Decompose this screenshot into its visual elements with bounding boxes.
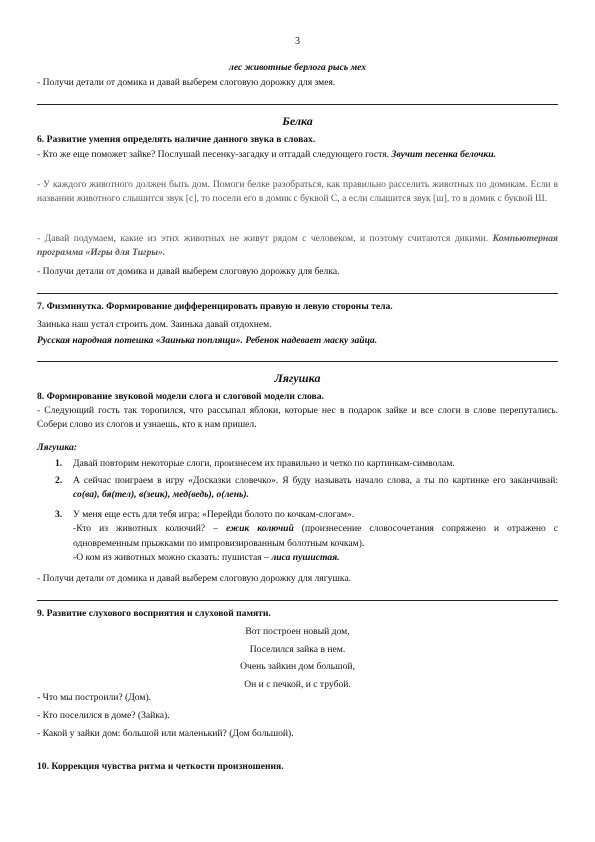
poem-line: Вот построен новый дом, <box>245 626 350 637</box>
fizminutka-line-1: Заинька наш устал строить дом. Заинька давай отдохнем. <box>37 319 272 330</box>
intro-line: - Получи детали от домика и давай выберем слоговую дорожку для змея. <box>37 77 336 88</box>
divider <box>37 600 558 601</box>
belka-paragraph-4: - Получи детали от домика и давай выберем слоговую дорожку для белка. <box>37 266 340 277</box>
section-heading-8: 8. Формирование звуковой модели слога и слоговой модели слова. <box>37 391 324 402</box>
page-number: 3 <box>295 36 300 47</box>
section-title-belka: Белка <box>282 114 313 128</box>
list-text: Давай повторим некоторые слоги, произнесем их правильно и четко по картинкам-символам. <box>73 458 455 469</box>
divider <box>37 361 558 362</box>
belka-paragraph-2: - У каждого животного должен быть дом. Помоги белке разобраться, как правильно расселить животных по домикам. Если в названии животного слышится звук [с], то посели его в домик с буквой С, а если слышится звук [ш], то в домик с буквой Ш. <box>37 179 558 205</box>
poem-line: Поселился зайка в нем. <box>249 644 346 655</box>
list-text <box>73 508 558 566</box>
question-3: - Какой у зайки дом: большой или маленький? (Дом большой). <box>37 728 294 739</box>
belka-p3-italic: Компьютерная программа «Игры для Тигры». <box>37 233 558 259</box>
divider <box>37 293 558 294</box>
belka-paragraph-1 <box>37 148 558 162</box>
list-text-b: со(ва), бя(тел), в(зеик), мед(ведь), о(лень). <box>73 489 249 501</box>
divider <box>37 104 558 105</box>
lyagushka-closing: - Получи детали от домика и давай выберем слоговую дорожку для лягушка. <box>37 573 352 584</box>
words-row: лес животные берлога рысь мех <box>228 62 367 73</box>
list-number: 2. <box>55 475 63 486</box>
list-text <box>73 474 558 503</box>
list-text-main: У меня еще есть для тебя игра: «Перейди болото по кочкам-слогам». <box>73 509 355 520</box>
question-2: - Кто поселился в доме? (Зайка). <box>37 710 170 721</box>
list-text-a: А сейчас поиграем в игру «Досказки словечко». Я буду называть начало слова, а ты по картинке его заканчивай: <box>73 475 558 486</box>
fizminutka-line-2: Русская народная потешка «Заинька поплящи». Ребенок надевает маску зайца. <box>37 335 378 346</box>
section-heading-10: 10. Коррекция чувства ритма и четкости произношения. <box>37 761 284 772</box>
section-heading-7: 7. Физминутка. Формирование дифференцировать правую и левую стороны тела. <box>37 301 393 312</box>
list-sub1-a: -Кто из животных колючий? – <box>73 523 226 535</box>
lyagushka-speaker: Лягушка: <box>37 442 77 453</box>
belka-paragraph-3 <box>37 232 558 261</box>
list-sub1-c: (произнесение словосочетания сопряжено и отражено с одновременным прыжками по импровизированным болотным кочкам). <box>73 523 558 549</box>
list-sub2-b: лиса пушистая. <box>271 552 340 564</box>
list-sub1-b: ежик колючий <box>225 523 294 535</box>
list-number: 1. <box>55 458 63 469</box>
belka-p3-text: - Давай подумаем, какие из этих животных не живут рядом с человеком, и поэтому считаются дикими. <box>37 233 489 244</box>
lyagushka-paragraph-1: - Следующий гость так торопился, что рассыпал яблоки, которые нес в подарок зайке и все слоги в слове перепутались. Собери слово из слогов и узнаешь, кто к нам пришел. <box>37 405 558 431</box>
section-title-lyagushka: Лягушка <box>274 371 321 385</box>
list-sub2-a: -О ком из животных можно сказать: пушистая – <box>73 552 272 564</box>
belka-p1-text: - Кто же еще поможет зайке? Послушай песенку-загадку и отгадай следующего гостя. <box>37 149 390 160</box>
section-heading-9: 9. Развитие слухового восприятия и слуховой памяти. <box>37 608 271 619</box>
poem-line: Очень зайкин дом большой, <box>240 661 355 672</box>
list-number: 3. <box>55 509 63 520</box>
poem-line: Он и с печкой, и с трубой. <box>244 679 351 690</box>
section-heading-6: 6. Развитие умения определять наличие данного звука в словах. <box>37 134 316 145</box>
belka-p1-italic: Звучит песенка белочки. <box>391 149 497 160</box>
question-1: - Что мы построили? (Дом). <box>37 692 152 703</box>
